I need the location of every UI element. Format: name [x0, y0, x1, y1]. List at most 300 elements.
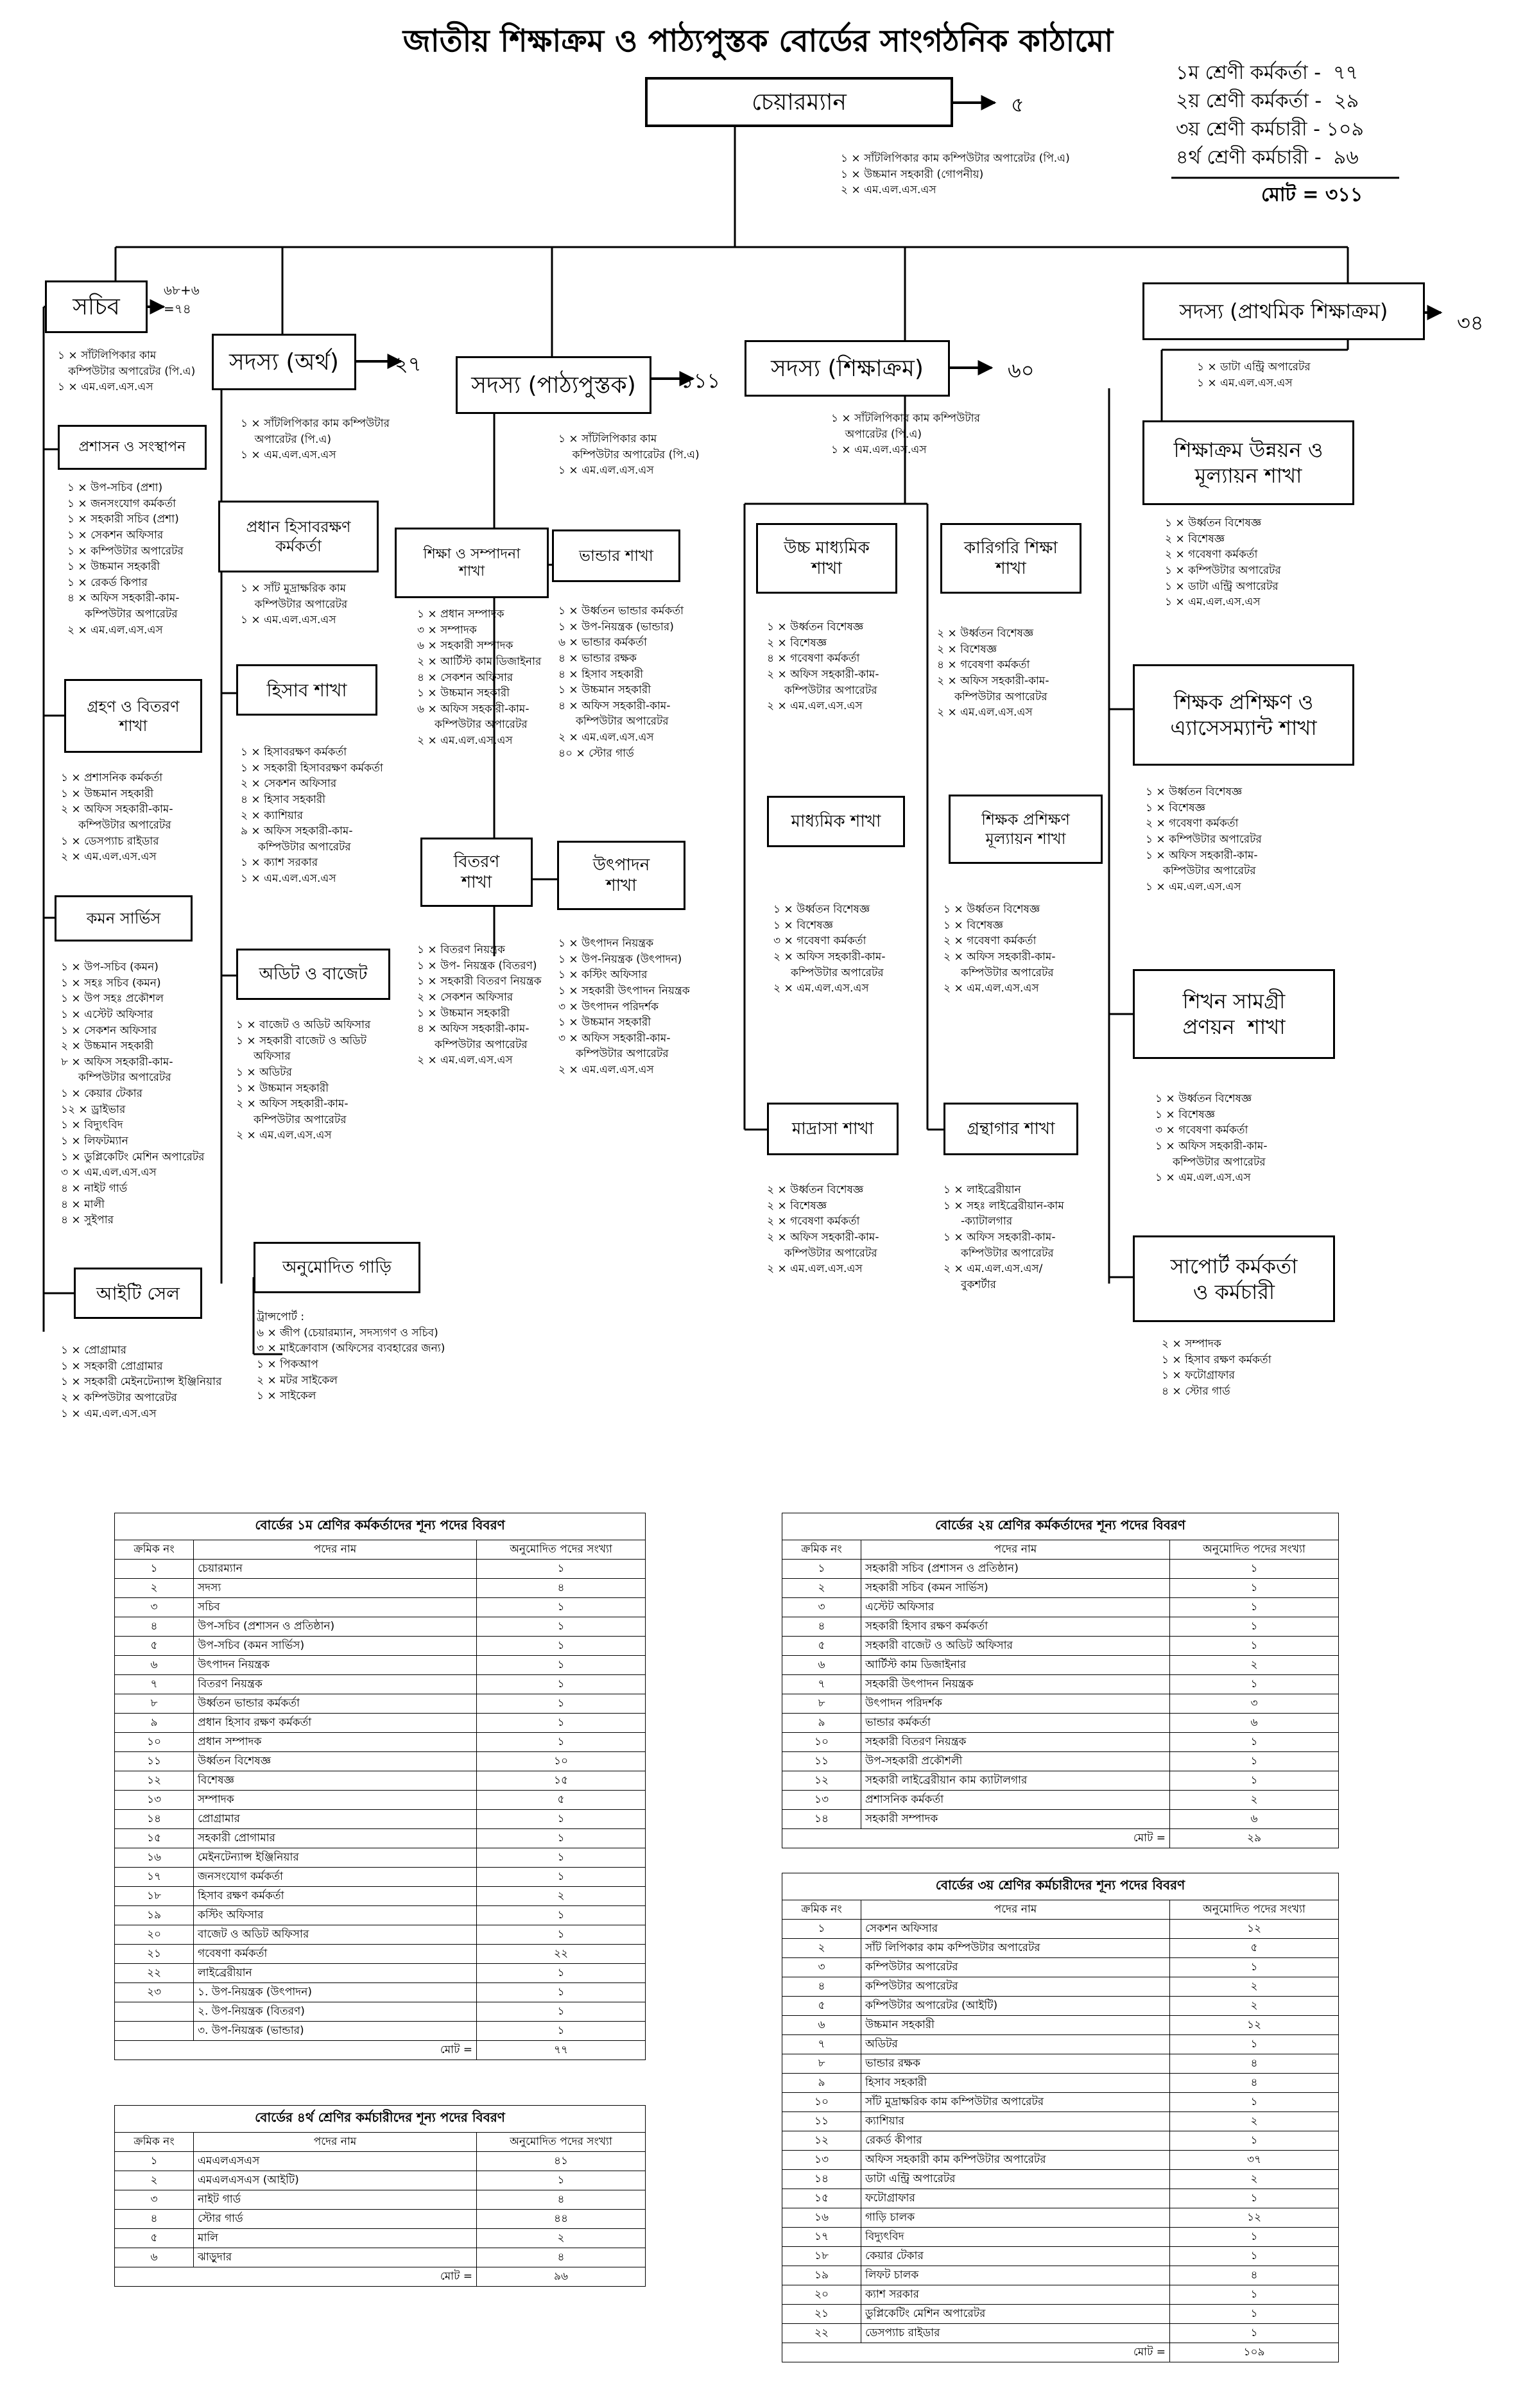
cell-post: কম্পিউটার অপারেটর — [861, 1958, 1170, 1977]
cell-count: ১ — [1170, 1579, 1339, 1598]
total-value: ২৯ — [1170, 1829, 1339, 1848]
cell-serial: ৫ — [115, 2229, 194, 2248]
node-admin: প্রশাসন ও সংস্থাপন — [58, 425, 207, 470]
cell-post: আর্টিস্ট কাম ডিজাইনার — [861, 1656, 1170, 1675]
cell-count: ১ — [1170, 1637, 1339, 1656]
cell-serial: ২ — [115, 2171, 194, 2190]
cell-post: সহকারী সম্পাদক — [861, 1810, 1170, 1829]
cell-post: নাইট গার্ড — [194, 2190, 477, 2210]
cell-post: ডুপ্লিকেটিং মেশিন অপারেটর — [861, 2305, 1170, 2324]
cell-post: সেকশন অফিসার — [861, 1920, 1170, 1939]
table-row — [782, 2151, 1339, 2170]
finance-staff: ১ × সাঁটলিপিকার কাম কম্পিউটার অপারেটর (পি.এ) ১ × এম.এল.এস.এস — [241, 417, 390, 462]
cell-serial: ১১ — [782, 2112, 861, 2131]
table-row — [115, 2152, 646, 2171]
table-row — [782, 2228, 1339, 2247]
table-row — [782, 2247, 1339, 2266]
table-class3 — [782, 1873, 1339, 2362]
cell-count: ১০ — [477, 1752, 646, 1771]
textbook-staff: ১ × সাঁটলিপিকার কাম কম্পিউটার অপারেটর (পি.এ) ১ × এম.এল.এস.এস — [558, 433, 700, 477]
cell-count: ১ — [477, 2022, 646, 2041]
table-row — [782, 2074, 1339, 2093]
cell-post: উর্ধ্বতন ভান্ডার কর্মকর্তা — [194, 1694, 477, 1714]
cell-count: ১ — [477, 1829, 646, 1848]
cell-serial: ১১ — [115, 1752, 194, 1771]
cell-post: প্রধান হিসাব রক্ষণ কর্মকর্তা — [194, 1714, 477, 1733]
table-row — [115, 1617, 646, 1637]
table-row — [782, 2324, 1339, 2343]
secretary-staff: ১ × সাঁটলিপিকার কাম কম্পিউটার অপারেটর (পি.এ) ১ × এম.এল.এস.এস — [58, 349, 196, 394]
table-class4 — [114, 2105, 646, 2287]
table-row — [115, 2190, 646, 2210]
cell-count: ১ — [477, 1964, 646, 1983]
receive-staff: ১ × প্রশাসনিক কর্মকর্তা ১ × উচ্চমান সহকারী ২ × অফিস সহকারী-কাম- কম্পিউটার অপারেটর ১ × ডেসপ্যাচ রাইডার ২ × এম.এল.এস.এস — [61, 771, 173, 864]
cell-count: ৪ — [1170, 2266, 1339, 2285]
cell-count: ১ — [477, 1617, 646, 1637]
node-teacher-eval: শিক্ষক প্রশিক্ষণ মূল্যায়ন শাখা — [949, 795, 1103, 864]
table-row — [115, 1733, 646, 1752]
table-row — [115, 1983, 646, 2002]
production-staff: ১ × উৎপাদন নিয়ন্ত্রক ১ × উপ-নিয়ন্ত্রক (উৎপাদন) ১ × কস্টিং অফিসার ১ × সহকারী উৎপাদন নিয়ন্ত্রক ৩ × উৎপাদন পরিদর্শক ১ × উচ্চমান সহকারী ৩ × অফিস সহকারী-কাম- কম্পিউটার অপারেটর ২ × এম.এল.এস.এস — [558, 937, 690, 1077]
total-value: ৭৭ — [477, 2041, 646, 2060]
cell-count: ১ — [1170, 1958, 1339, 1977]
table-row — [115, 1791, 646, 1810]
cell-serial: ১ — [782, 1560, 861, 1579]
cell-count: ২২ — [477, 1945, 646, 1964]
cell-post: গাড়ি চালক — [861, 2208, 1170, 2228]
cell-post: সহকারী উৎপাদন নিয়ন্ত্রক — [861, 1675, 1170, 1694]
cell-count: ১ — [477, 1598, 646, 1617]
cell-serial: ৭ — [782, 1675, 861, 1694]
cell-serial: ১৭ — [782, 2228, 861, 2247]
col-serial: ক্রমিক নং — [115, 1540, 194, 1560]
audit-staff: ১ × বাজেট ও অডিট অফিসার ১ × সহকারী বাজেট ও অডিট অফিসার ১ × অডিটর ১ × উচ্চমান সহকারী ২ × অফিস সহকারী-কাম- কম্পিউটার অপারেটর ২ × এম.এল.এস.এস — [236, 1019, 371, 1142]
cell-post: মালি — [194, 2229, 477, 2248]
curriculum-staff: ১ × সাঁটলিপিকার কাম কম্পিউটার অপারেটর (পি.এ) ১ × এম.এল.এস.এস — [831, 412, 980, 457]
cell-serial: ১ — [115, 2152, 194, 2171]
technical-staff: ২ × উর্ধ্বতন বিশেষজ্ঞ ২ × বিশেষজ্ঞ ৪ × গবেষণা কর্মকর্তা ২ × অফিস সহকারী-কাম- কম্পিউটার অপারেটর ২ × এম.এল.এস.এস — [937, 627, 1049, 719]
cell-count: ১ — [477, 1810, 646, 1829]
cell-serial: ১৬ — [782, 2208, 861, 2228]
cell-serial: ১ — [115, 1560, 194, 1579]
table-row — [115, 1752, 646, 1771]
cell-count: ১ — [477, 1868, 646, 1887]
cell-serial — [115, 2022, 194, 2041]
cell-count: ১ — [1170, 2247, 1339, 2266]
cell-count: ২ — [1170, 1977, 1339, 1997]
col-post: পদের নাম — [194, 1540, 477, 1560]
node-textbook: সদস্য (পাঠ্যপুস্তক) — [456, 356, 651, 414]
cell-count: ১২ — [1170, 1920, 1339, 1939]
chairman-staff: ১ × সাঁটলিপিকার কাম কম্পিউটার অপারেটর (পি.এ) ১ × উচ্চমান সহকারী (গোপনীয়) ২ × এম.এল.এস.এস — [841, 152, 1070, 197]
cell-post: উপ-সহকারী প্রকৌশলী — [861, 1752, 1170, 1771]
table-row — [115, 1579, 646, 1598]
col-post: পদের নাম — [861, 1900, 1170, 1920]
cell-post: ঝাড়ুদার — [194, 2248, 477, 2267]
cell-serial: ২২ — [115, 1964, 194, 1983]
table-row — [782, 2285, 1339, 2305]
table-row — [782, 2189, 1339, 2208]
node-chairman: চেয়ারম্যান — [645, 77, 953, 127]
node-chief-acc: প্রধান হিসাবরক্ষণ কর্মকর্তা — [218, 501, 379, 572]
cell-count: ১ — [1170, 1771, 1339, 1791]
cell-post: উচ্চমান সহকারী — [861, 2016, 1170, 2035]
cell-post: হিসাব সহকারী — [861, 2074, 1170, 2093]
summary-total: মোট = ৩১১ — [1261, 184, 1363, 206]
cell-serial: ৫ — [782, 1637, 861, 1656]
cell-post: বিশেষজ্ঞ — [194, 1771, 477, 1791]
cell-post: স্টোর গার্ড — [194, 2210, 477, 2229]
cell-post: ক্যাশিয়ার — [861, 2112, 1170, 2131]
cell-post: রেকর্ড কীপার — [861, 2131, 1170, 2151]
table-row — [782, 1733, 1339, 1752]
table-class2-title: বোর্ডের ২য় শ্রেণির কর্মকর্তাদের শূন্য পদের বিবরণ — [782, 1513, 1339, 1540]
support-staff: ২ × সম্পাদক ১ × হিসাব রক্ষণ কর্মকর্তা ১ × ফটোগ্রাফার ৪ × স্টোর গার্ড — [1162, 1337, 1271, 1398]
node-distribution: বিতরণ শাখা — [420, 838, 533, 907]
node-vehicle: অনুমোদিত গাড়ি — [254, 1242, 420, 1293]
table-row — [115, 1656, 646, 1675]
cell-post: উর্ধ্বতন বিশেষজ্ঞ — [194, 1752, 477, 1771]
cell-count: ১৫ — [477, 1771, 646, 1791]
cell-count: ১ — [1170, 1617, 1339, 1637]
cell-serial: ১৬ — [115, 1848, 194, 1868]
madrasa-staff: ২ × উর্ধ্বতন বিশেষজ্ঞ ২ × বিশেষজ্ঞ ২ × গবেষণা কর্মকর্তা ২ × অফিস সহকারী-কাম- কম্পিউটার অপারেটর ২ × এম.এল.এস.এস — [767, 1183, 879, 1276]
node-teacher-assess: শিক্ষক প্রশিক্ষণ ও এ্যাসেসম্যান্ট শাখা — [1133, 664, 1354, 766]
node-common: কমন সার্ভিস — [55, 895, 193, 942]
node-library: গ্রন্থাগার শাখা — [943, 1103, 1078, 1155]
cell-count: ১ — [477, 1925, 646, 1945]
cell-count: ১ — [1170, 2228, 1339, 2247]
cell-post: উপ-সচিব (প্রশাসন ও প্রতিষ্ঠান) — [194, 1617, 477, 1637]
table-row — [782, 1939, 1339, 1958]
cell-count: ২ — [477, 1887, 646, 1906]
cell-serial: ১৩ — [115, 1791, 194, 1810]
cell-post: অডিটর — [861, 2035, 1170, 2054]
cell-count: ২ — [477, 2229, 646, 2248]
node-production: উৎপাদন শাখা — [557, 841, 685, 910]
cell-serial: ৪ — [115, 2210, 194, 2229]
cell-count: ৪১ — [477, 2152, 646, 2171]
summary-class1: ১ম শ্রেণী কর্মকর্তা - ৭৭ — [1176, 62, 1359, 84]
cell-count: ১ — [477, 1906, 646, 1925]
cell-serial: ২০ — [115, 1925, 194, 1945]
cell-count: ২ — [1170, 2170, 1339, 2189]
node-primary: সদস্য (প্রাথমিক শিক্ষাক্রম) — [1142, 282, 1425, 340]
cell-post: ৩. উপ-নিয়ন্ত্রক (ভান্ডার) — [194, 2022, 477, 2041]
table-row — [782, 2112, 1339, 2131]
cell-serial: ১২ — [115, 1771, 194, 1791]
table-row — [115, 1848, 646, 1868]
table-row — [782, 1977, 1339, 1997]
table-row — [782, 1598, 1339, 1617]
cell-serial: ১৪ — [115, 1810, 194, 1829]
cell-serial: ৬ — [115, 1656, 194, 1675]
table-class2 — [782, 1513, 1339, 1848]
teacher-assess-staff: ১ × উর্ধ্বতন বিশেষজ্ঞ ১ × বিশেষজ্ঞ ২ × গবেষণা কর্মকর্তা ১ × কম্পিউটার অপারেটর ১ × অফিস সহকারী-কাম- কম্পিউটার অপারেটর ১ × এম.এল.এস.এস — [1146, 786, 1262, 893]
cell-post: মেইনটেন্যান্স ইঞ্জিনিয়ার — [194, 1848, 477, 1868]
col-count: অনুমোদিত পদের সংখ্যা — [1170, 1900, 1339, 1920]
cell-post: সাঁট লিপিকার কাম কম্পিউটার অপারেটর — [861, 1939, 1170, 1958]
table-row — [782, 2035, 1339, 2054]
cell-count: ১ — [1170, 1560, 1339, 1579]
cell-count: ১ — [1170, 1733, 1339, 1752]
cell-serial: ৬ — [782, 2016, 861, 2035]
cell-serial: ৫ — [115, 1637, 194, 1656]
cell-count: ৪ — [1170, 2054, 1339, 2074]
finance-count: ২৭ — [395, 352, 422, 376]
cell-post: ভান্ডার কর্মকর্তা — [861, 1714, 1170, 1733]
total-label: মোট = — [782, 1829, 1170, 1848]
cell-count: ১২ — [1170, 2016, 1339, 2035]
cell-post: লাইব্রেরীয়ান — [194, 1964, 477, 1983]
table-row — [782, 1997, 1339, 2016]
table-row — [115, 2248, 646, 2267]
cell-serial: ১৭ — [115, 1868, 194, 1887]
table-row — [115, 2171, 646, 2190]
table-row — [115, 1771, 646, 1791]
cell-serial: ১০ — [782, 1733, 861, 1752]
table-row — [115, 1887, 646, 1906]
cell-serial: ৯ — [782, 2074, 861, 2093]
cell-serial: ১২ — [782, 1771, 861, 1791]
cell-post: প্রোগ্রামার — [194, 1810, 477, 1829]
cell-count: ৩ — [1170, 1694, 1339, 1714]
cell-post: গবেষণা কর্মকর্তা — [194, 1945, 477, 1964]
cell-post: অফিস সহকারী কাম কম্পিউটার অপারেটর — [861, 2151, 1170, 2170]
cell-serial: ৯ — [782, 1714, 861, 1733]
cell-serial: ৪ — [115, 1617, 194, 1637]
table-row — [782, 2131, 1339, 2151]
cell-count: ৪ — [477, 2248, 646, 2267]
cell-serial: ২ — [115, 1579, 194, 1598]
col-post: পদের নাম — [861, 1540, 1170, 1560]
table-total-row — [782, 2343, 1339, 2362]
it-staff: ১ × প্রোগ্রামার ১ × সহকারী প্রোগ্রামার ১ × সহকারী মেইনটেন্যান্স ইঞ্জিনিয়ার ২ × কম্পিউটার অপারেটর ১ × এম.এল.এস.এস — [61, 1344, 222, 1420]
cell-serial: ৩ — [115, 1598, 194, 1617]
table-row — [782, 1920, 1339, 1939]
cell-post: সহকারী বাজেট ও অডিট অফিসার — [861, 1637, 1170, 1656]
cell-post: কস্টিং অফিসার — [194, 1906, 477, 1925]
col-count: অনুমোদিত পদের সংখ্যা — [1170, 1540, 1339, 1560]
node-curriculum: সদস্য (শিক্ষাক্রম) — [745, 340, 950, 397]
cell-post: চেয়ারম্যান — [194, 1560, 477, 1579]
cell-post: এস্টেট অফিসার — [861, 1598, 1170, 1617]
table-row — [115, 2229, 646, 2248]
secondary-staff: ১ × উর্ধ্বতন বিশেষজ্ঞ ১ × বিশেষজ্ঞ ৩ × গবেষণা কর্মকর্তা ২ × অফিস সহকারী-কাম- কম্পিউটার অপারেটর ২ × এম.এল.এস.এস — [773, 903, 886, 995]
cell-post: কম্পিউটার অপারেটর — [861, 1977, 1170, 1997]
summary-class3: ৩য় শ্রেণী কর্মচারী - ১০৯ — [1176, 118, 1364, 141]
node-it: আইটি সেল — [74, 1268, 202, 1319]
cell-count: ১ — [1170, 2305, 1339, 2324]
cell-post: বিদ্যুৎবিদ — [861, 2228, 1170, 2247]
cell-serial: ৭ — [782, 2035, 861, 2054]
chairman-count: ৫ — [1011, 92, 1024, 117]
cell-serial: ২ — [782, 1939, 861, 1958]
cell-serial: ১৮ — [115, 1887, 194, 1906]
cell-count: ১ — [1170, 2035, 1339, 2054]
cell-count: ১ — [477, 2171, 646, 2190]
higher-sec-staff: ১ × উর্ধ্বতন বিশেষজ্ঞ ২ × বিশেষজ্ঞ ৪ × গবেষণা কর্মকর্তা ২ × অফিস সহকারী-কাম- কম্পিউটার অপারেটর ২ × এম.এল.এস.এস — [767, 621, 879, 713]
cell-post: উৎপাদন পরিদর্শক — [861, 1694, 1170, 1714]
cell-count: ২ — [1170, 1997, 1339, 2016]
curriculum-count: ৬০ — [1008, 358, 1035, 383]
table-row — [115, 1810, 646, 1829]
node-audit: অডিট ও বাজেট — [236, 949, 390, 1000]
cell-post: প্রশাসনিক কর্মকর্তা — [861, 1791, 1170, 1810]
cell-serial: ১১ — [782, 1752, 861, 1771]
cell-post: কম্পিউটার অপারেটর (আইটি) — [861, 1997, 1170, 2016]
cell-count: ১ — [477, 1675, 646, 1694]
cell-count: ১২ — [1170, 2208, 1339, 2228]
cell-serial: ৮ — [115, 1694, 194, 1714]
cell-serial: ২১ — [115, 1945, 194, 1964]
cell-post: সচিব — [194, 1598, 477, 1617]
total-value: ৯৬ — [477, 2267, 646, 2287]
cell-count: ৫ — [477, 1791, 646, 1810]
cell-post: সহকারী সচিব (কমন সার্ভিস) — [861, 1579, 1170, 1598]
table-class1 — [114, 1513, 646, 2060]
table-row — [115, 2210, 646, 2229]
cell-serial: ১৯ — [115, 1906, 194, 1925]
cell-serial: ৩ — [115, 2190, 194, 2210]
table-total-row — [782, 1829, 1339, 1848]
cell-post: হিসাব রক্ষণ কর্মকর্তা — [194, 1887, 477, 1906]
cell-count: ১ — [477, 1694, 646, 1714]
table-row — [115, 1694, 646, 1714]
table-row — [115, 1675, 646, 1694]
table-total-row — [115, 2267, 646, 2287]
cell-count: ১ — [477, 1983, 646, 2002]
vehicle-staff: ট্রান্সপোর্ট : ৬ × জীপ (চেয়ারম্যান, সদস্যগণ ও সচিব) ৩ × মাইক্রোবাস (অফিসের ব্যবহারের জন্য) ১ × পিকআপ ২ × মটর সাইকেল ১ × সাইকেল — [257, 1311, 445, 1403]
cell-post: ফটোগ্রাফার — [861, 2189, 1170, 2208]
accounts-staff: ১ × হিসাবরক্ষণ কর্মকর্তা ১ × সহকারী হিসাবরক্ষণ কর্মকর্তা ২ × সেকশন অফিসার ৪ × হিসাব সহকারী ২ × ক্যাশিয়ার ৯ × অফিস সহকারী-কাম- কম্পিউটার অপারেটর ১ × ক্যাশ সরকার ১ × এম.এল.এস.এস — [241, 746, 383, 886]
summary-class4: ৪র্থ শ্রেণী কর্মচারী - ৯৬ — [1176, 146, 1359, 169]
cell-post: এমএলএসএস (আইটি) — [194, 2171, 477, 2190]
table-row — [115, 1560, 646, 1579]
cell-count: ১ — [477, 1656, 646, 1675]
cell-count: ১ — [477, 1733, 646, 1752]
cell-post: উপ-সচিব (কমন সার্ভিস) — [194, 1637, 477, 1656]
cell-count: ৪৪ — [477, 2210, 646, 2229]
secretary-count: ৬৮+৬ =৭৪ — [164, 282, 200, 316]
editing-staff: ১ × প্রধান সম্পাদক ৩ × সম্পাদক ৬ × সহকারী সম্পাদক ২ × আর্টিস্ট কাম ডিজাইনার ৪ × সেকশন অফিসার ১ × উচ্চমান সহকারী ৬ × অফিস সহকারী-কাম- কম্পিউটার অপারেটর ২ × এম.এল.এস.এস — [417, 608, 542, 748]
table-total-row — [115, 2041, 646, 2060]
table-row — [782, 1617, 1339, 1637]
cell-count: ১ — [1170, 2189, 1339, 2208]
col-count: অনুমোদিত পদের সংখ্যা — [477, 1540, 646, 1560]
table-row — [782, 2208, 1339, 2228]
table-row — [782, 2305, 1339, 2324]
cell-serial: ১২ — [782, 2131, 861, 2151]
cell-post: বাজেট ও অডিট অফিসার — [194, 1925, 477, 1945]
cell-count: ২ — [1170, 1656, 1339, 1675]
table-row — [115, 1829, 646, 1848]
cell-serial: ১৪ — [782, 2170, 861, 2189]
node-madrasa: মাদ্রাসা শাখা — [767, 1103, 899, 1155]
cell-serial: ৪ — [782, 1617, 861, 1637]
cell-serial: ১৯ — [782, 2266, 861, 2285]
teacher-eval-staff: ১ × উর্ধ্বতন বিশেষজ্ঞ ১ × বিশেষজ্ঞ ২ × গবেষণা কর্মকর্তা ২ × অফিস সহকারী-কাম- কম্পিউটার অপারেটর ২ × এম.এল.এস.এস — [943, 903, 1056, 995]
curr-dev-staff: ১ × উর্ধ্বতন বিশেষজ্ঞ ২ × বিশেষজ্ঞ ২ × গবেষণা কর্মকর্তা ১ × কম্পিউটার অপারেটর ১ × ডাটা এন্ট্রি অপারেটর ১ × এম.এল.এস.এস — [1165, 517, 1281, 609]
total-label: মোট = — [782, 2343, 1170, 2362]
col-serial: ক্রমিক নং — [782, 1900, 861, 1920]
node-technical: কারিগরি শিক্ষা শাখা — [940, 523, 1081, 594]
table-row — [782, 1714, 1339, 1733]
cell-serial: ১০ — [115, 1733, 194, 1752]
textbook-count: ১১১ — [680, 368, 721, 393]
cell-serial: ১০ — [782, 2093, 861, 2112]
cell-count: ১ — [1170, 1752, 1339, 1771]
table-row — [782, 2266, 1339, 2285]
cell-serial: ৫ — [782, 1997, 861, 2016]
table-row — [782, 1958, 1339, 1977]
node-higher-sec: উচ্চ মাধ্যমিক শাখা — [756, 523, 897, 594]
cell-serial: ৪ — [782, 1977, 861, 1997]
cell-post: ভান্ডার রক্ষক — [861, 2054, 1170, 2074]
node-receive: গ্রহণ ও বিতরণ শাখা — [64, 679, 202, 753]
cell-serial: ১৮ — [782, 2247, 861, 2266]
cell-count: ১ — [1170, 2131, 1339, 2151]
cell-serial: ৯ — [115, 1714, 194, 1733]
node-curr-dev: শিক্ষাক্রম উন্নয়ন ও মূল্যায়ন শাখা — [1142, 420, 1354, 505]
table-row — [115, 1714, 646, 1733]
cell-serial: ১৩ — [782, 1791, 861, 1810]
col-count: অনুমোদিত পদের সংখ্যা — [477, 2133, 646, 2152]
cell-serial: ৬ — [782, 1656, 861, 1675]
cell-post: ডাটা এন্ট্রি অপারেটর — [861, 2170, 1170, 2189]
table-row — [782, 2170, 1339, 2189]
cell-count: ১ — [1170, 2324, 1339, 2343]
total-label: মোট = — [115, 2267, 477, 2287]
cell-count: ৪ — [1170, 2074, 1339, 2093]
admin-staff: ১ × উপ-সচিব (প্রশা) ১ × জনসংযোগ কর্মকর্তা ১ × সহকারী সচিব (প্রশা) ১ × সেকশন অফিসার ১ × কম্পিউটার অপারেটর ১ × উচ্চমান সহকারী ১ × রেকর্ড কিপার ৪ × অফিস সহকারী-কাম- কম্পিউটার অপারেটর ২ × এম.এল.এস.এস — [67, 481, 184, 637]
cell-count: ১ — [477, 1714, 646, 1733]
cell-serial: ১ — [782, 1920, 861, 1939]
cell-count: ৩৭ — [1170, 2151, 1339, 2170]
cell-serial: ৭ — [115, 1675, 194, 1694]
table-row — [782, 1791, 1339, 1810]
table-row — [782, 1810, 1339, 1829]
node-materials: শিখন সামগ্রী প্রণয়ন শাখা — [1133, 969, 1335, 1059]
cell-post: ক্যাশ সরকার — [861, 2285, 1170, 2305]
cell-count: ৬ — [1170, 1810, 1339, 1829]
table-row — [115, 1598, 646, 1617]
cell-serial: ৩ — [782, 1598, 861, 1617]
cell-post: উৎপাদন নিয়ন্ত্রক — [194, 1656, 477, 1675]
node-support: সাপোর্ট কর্মকর্তা ও কর্মচারী — [1133, 1235, 1335, 1322]
cell-post: সহকারী লাইব্রেরীয়ান কাম ক্যাটালগার — [861, 1771, 1170, 1791]
cell-serial: ১৩ — [782, 2151, 861, 2170]
table-row — [115, 1906, 646, 1925]
cell-post: সাঁট মুদ্রাক্ষরিক কাম কম্পিউটার অপারেটর — [861, 2093, 1170, 2112]
common-staff: ১ × উপ-সচিব (কমন) ১ × সহঃ সচিব (কমন) ১ × উপ সহঃ প্রকৌশল ১ × এস্টেট অফিসার ১ × সেকশন অফিসার ২ × উচ্চমান সহকারী ৮ × অফিস সহকারী-কাম- কম্পিউটার অপারেটর ১ × কেয়ার টেকার ১২ × ড্রাইভার ১ × বিদ্যুৎবিদ ১ × লিফটম্যান ১ × ডুপ্লিকেটিং মেশিন অপারেটর ৩ × এম.এল.এস.এস ৪ × নাইট গার্ড ৪ × মালী ৪ × সুইপার — [61, 961, 205, 1227]
table-row — [782, 2093, 1339, 2112]
cell-post: সম্পাদক — [194, 1791, 477, 1810]
cell-post: সহকারী সচিব (প্রশাসন ও প্রতিষ্ঠান) — [861, 1560, 1170, 1579]
cell-count: ১ — [477, 1560, 646, 1579]
cell-count: ৪ — [477, 1579, 646, 1598]
cell-serial: ২০ — [782, 2285, 861, 2305]
col-serial: ক্রমিক নং — [782, 1540, 861, 1560]
cell-post: এমএলএসএস — [194, 2152, 477, 2171]
col-post: পদের নাম — [194, 2133, 477, 2152]
table-row — [782, 1771, 1339, 1791]
table-row — [782, 2016, 1339, 2035]
node-store: ভান্ডার শাখা — [552, 529, 680, 582]
materials-staff: ১ × উর্ধ্বতন বিশেষজ্ঞ ১ × বিশেষজ্ঞ ৩ × গবেষণা কর্মকর্তা ১ × অফিস সহকারী-কাম- কম্পিউটার অপারেটর ১ × এম.এল.এস.এস — [1155, 1092, 1268, 1185]
cell-count: ৫ — [1170, 1939, 1339, 1958]
table-row — [115, 2022, 646, 2041]
